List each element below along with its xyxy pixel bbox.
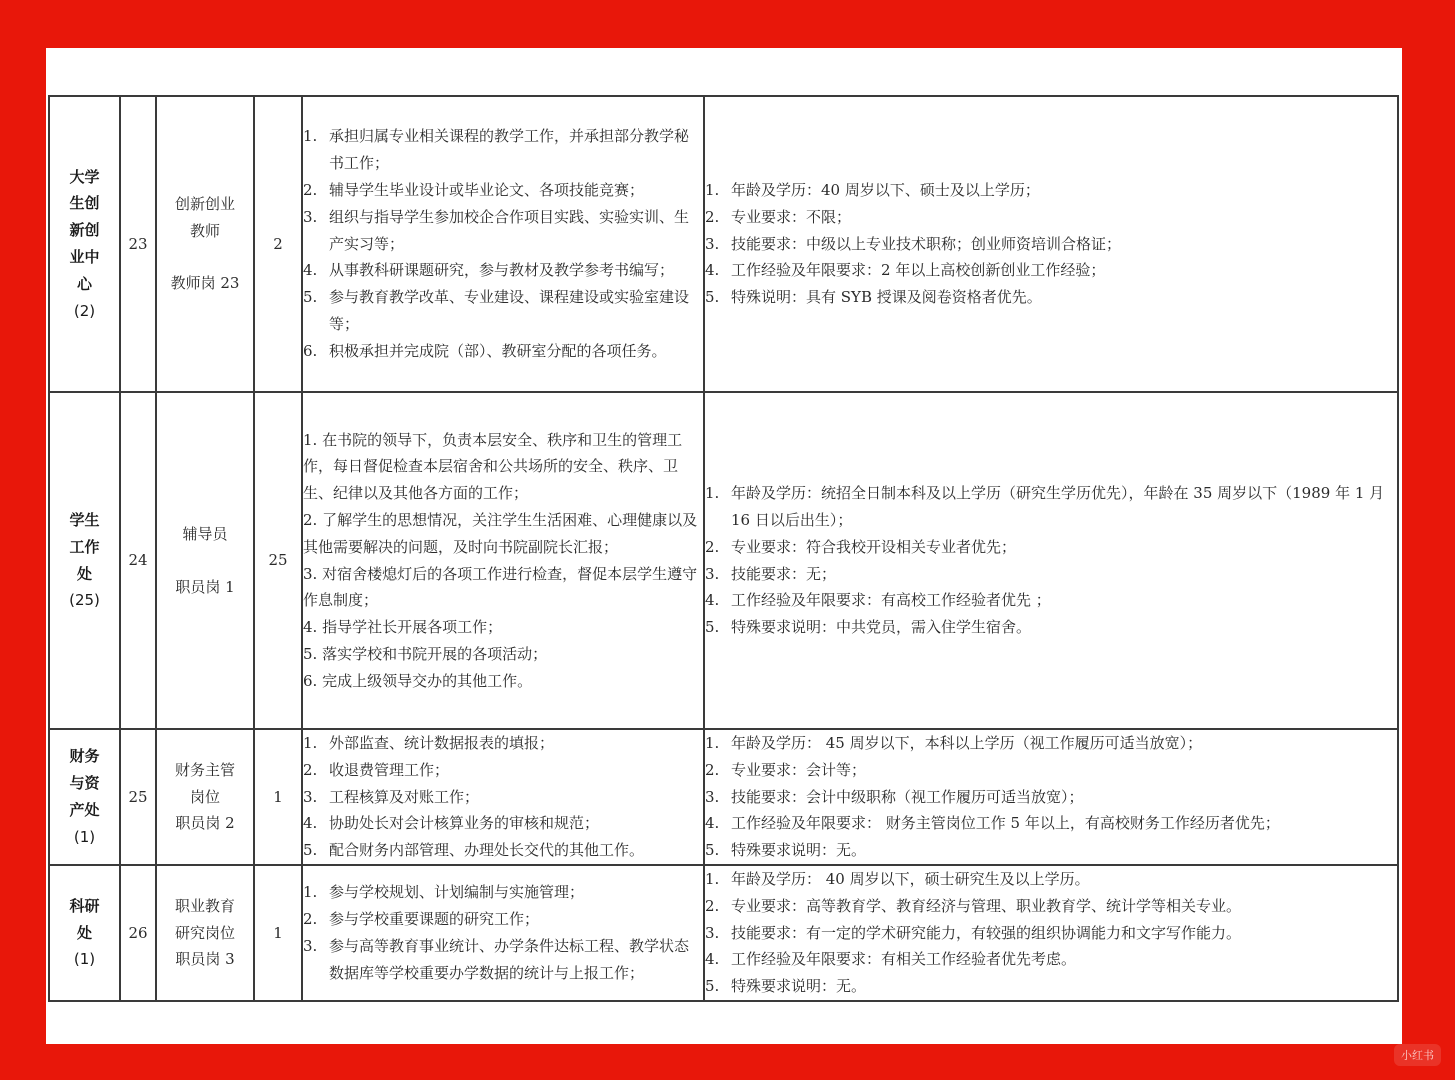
- requirement-item: 5. 特殊要求说明：中共党员，需入住学生宿舍。: [705, 618, 1032, 637]
- requirement-item: 5. 特殊说明：具有 SYB 授课及阅卷资格者优先。: [705, 288, 1042, 307]
- document-page: [46, 48, 1402, 1044]
- watermark-logo: 小红书: [1394, 1044, 1441, 1066]
- requirement-item: 3. 技能要求：有一定的学术研究能力，有较强的组织协调能力和文字写作能力。: [705, 923, 1242, 942]
- position-number: 26: [120, 865, 156, 1001]
- hiring-count: 2: [254, 96, 302, 392]
- requirement-item: 2. 专业要求：高等教育学、教育经济与管理、职业教育学、统计学等相关专业。: [705, 896, 1242, 915]
- position-name-cell: 创新创业 教师 教师岗 23: [156, 96, 254, 392]
- requirement-item: 3. 技能要求：中级以上专业技术职称；创业师资培训合格证；: [705, 234, 1122, 253]
- requirements-cell: [704, 392, 1398, 729]
- duty-item: 2. 收退费管理工作；: [303, 760, 450, 779]
- table-row: [49, 865, 1398, 1001]
- duty-item: 2. 辅导学生毕业设计或毕业论文、各项技能竞赛；: [303, 181, 645, 199]
- position-name-cell: 财务主管 岗位 职员岗 2: [156, 729, 254, 865]
- requirements-cell: [704, 729, 1398, 865]
- duty-item: 4. 指导学社长开展各项工作；: [303, 618, 503, 637]
- requirements-cell: [704, 865, 1398, 1001]
- duty-item: 5. 落实学校和书院开展的各项活动；: [303, 644, 548, 663]
- recruitment-table: [48, 95, 1399, 1002]
- position-number: 24: [120, 392, 156, 729]
- requirement-item: 5. 特殊要求说明：无。: [705, 977, 867, 996]
- duties-cell: [302, 729, 704, 865]
- duty-item: 4. 从事教科研课题研究，参与教材及教学参考书编写；: [303, 261, 675, 280]
- hiring-count: 1: [254, 865, 302, 1001]
- position-number: 23: [120, 96, 156, 392]
- duty-item: 2. 参与学校重要课题的研究工作；: [303, 910, 540, 929]
- position-name-cell: 辅导员 职员岗 1: [156, 392, 254, 729]
- requirement-item: 1. 年龄及学历： 40 周岁以下，硕士研究生及以上学历。: [705, 869, 1090, 888]
- duty-item: 3. 工程核算及对账工作；: [303, 787, 480, 806]
- requirement-item: 1. 年龄及学历：统招全日制本科及以上学历（研究生学历优先），年龄在 35 周岁以下（1989 年 1 月 16 日以后出生）；: [705, 484, 1385, 529]
- department-cell: 大学 生创 新创 业中 心 (2): [49, 96, 120, 392]
- table-row: [49, 729, 1398, 865]
- requirement-item: 3. 技能要求：无；: [705, 564, 837, 583]
- hiring-count: 1: [254, 729, 302, 865]
- requirement-item: 2. 专业要求：符合我校开设相关专业者优先；: [705, 537, 1017, 556]
- duties-cell: [302, 96, 704, 392]
- requirements-cell: [704, 96, 1398, 392]
- requirement-item: 2. 专业要求：不限；: [705, 207, 852, 226]
- duty-item: 1. 承担归属专业相关课程的教学工作，并承担部分教学秘书工作；: [303, 127, 690, 173]
- duty-item: 1. 参与学校规划、计划编制与实施管理；: [303, 883, 585, 902]
- department-cell: 学生 工作 处 (25): [49, 392, 120, 729]
- position-number: 25: [120, 729, 156, 865]
- department-quota: (1): [73, 827, 96, 846]
- requirement-item: 4. 工作经验及年限要求： 财务主管岗位工作 5 年以上，有高校财务工作经历者优先；: [705, 814, 1280, 833]
- duty-item: 3. 对宿舍楼熄灯后的各项工作进行检查，督促本层学生遵守作息制度；: [303, 564, 698, 610]
- duty-item: 2. 了解学生的思想情况，关注学生生活困难、心理健康以及其他需要解决的问题，及时向书院副院长汇报；: [303, 510, 698, 556]
- duty-item: 3. 参与高等教育事业统计、办学条件达标工程、教学状态数据库等学校重要办学数据的统计与上报工作；: [303, 936, 690, 982]
- requirement-item: 2. 专业要求：会计等；: [705, 760, 867, 779]
- department-cell: 科研 处 (1): [49, 865, 120, 1001]
- requirement-item: 4. 工作经验及年限要求：2 年以上高校创新创业工作经验；: [705, 261, 1106, 280]
- requirement-item: 3. 技能要求：会计中级职称（视工作履历可适当放宽）；: [705, 787, 1084, 806]
- requirement-item: 4. 工作经验及年限要求：有相关工作经验者优先考虑。: [705, 950, 1077, 969]
- duties-cell: [302, 392, 704, 729]
- duty-item: 6. 积极承担并完成院（部）、教研室分配的各项任务。: [303, 341, 667, 360]
- duty-item: 1. 外部监查、统计数据报表的填报；: [303, 734, 555, 752]
- hiring-count: 25: [254, 392, 302, 729]
- duty-item: 1. 在书院的领导下，负责本层安全、秩序和卫生的管理工作，每日督促检查本层宿舍和公共场所的安全、秩序、卫生、纪律以及其他各方面的工作；: [303, 430, 683, 503]
- duty-item: 4. 协助处长对会计核算业务的审核和规范；: [303, 814, 600, 833]
- duty-item: 5. 配合财务内部管理、办理处长交代的其他工作。: [303, 841, 645, 860]
- department-quota: (2): [73, 301, 96, 320]
- position-name-cell: 职业教育 研究岗位 职员岗 3: [156, 865, 254, 1001]
- department-quota: (1): [73, 950, 96, 969]
- duty-item: 5. 参与教育教学改革、专业建设、课程建设或实验室建设等；: [303, 288, 690, 333]
- duty-item: 6. 完成上级领导交办的其他工作。: [303, 671, 533, 690]
- requirement-item: 4. 工作经验及年限要求：有高校工作经验者优先 ；: [705, 591, 1051, 610]
- department-quota: (25): [69, 591, 100, 610]
- department-cell: 财务 与资 产处 (1): [49, 729, 120, 865]
- table-row: [49, 96, 1398, 392]
- requirement-item: 5. 特殊要求说明：无。: [705, 841, 867, 860]
- requirement-item: 1. 年龄及学历： 45 周岁以下，本科以上学历（视工作履历可适当放宽）；: [705, 734, 1203, 752]
- duties-cell: [302, 865, 704, 1001]
- table-row: [49, 392, 1398, 729]
- duty-item: 3. 组织与指导学生参加校企合作项目实践、实验实训、生产实习等；: [303, 207, 690, 253]
- requirement-item: 1. 年龄及学历：40 周岁以下、硕士及以上学历；: [705, 181, 1040, 199]
